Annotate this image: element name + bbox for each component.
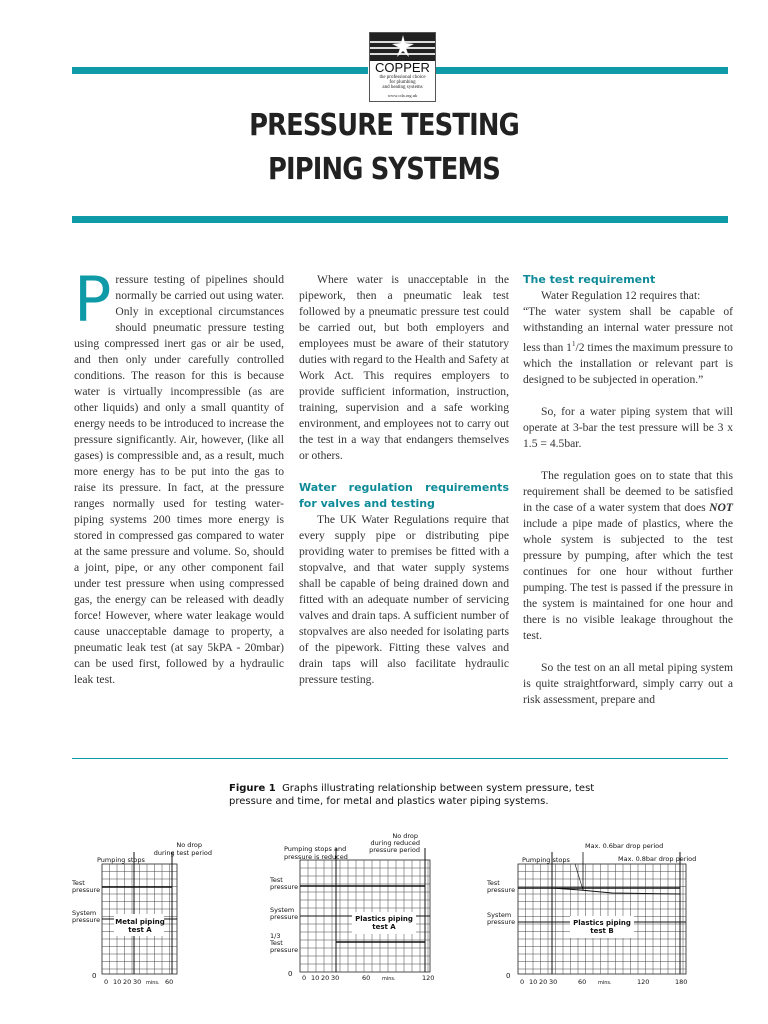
copper-logo bbox=[369, 32, 436, 102]
g1-nodrop-l2: during test period bbox=[153, 849, 212, 857]
g3-pumping: Pumping stops bbox=[522, 856, 570, 864]
column-1 bbox=[74, 263, 284, 704]
g3-sys-l1: System bbox=[487, 911, 512, 919]
g2-pumping-l1: Pumping stops and bbox=[284, 845, 347, 853]
col3-p3-not: NOT bbox=[709, 500, 733, 514]
figure-label: Figure 1 bbox=[229, 783, 276, 794]
g1-tick-60: 60 bbox=[165, 978, 174, 986]
g2-third-l3: pressure bbox=[270, 946, 299, 954]
g2-tick-0: 0 bbox=[302, 974, 307, 982]
g2-sys-l2: pressure bbox=[270, 913, 299, 921]
figure-divider bbox=[72, 758, 728, 759]
col3-paragraph-3 bbox=[523, 468, 733, 644]
g3-zero: 0 bbox=[506, 972, 511, 980]
column-2 bbox=[299, 272, 509, 704]
g3-mins: mins. bbox=[598, 980, 612, 986]
g3-drop08: Max. 0.8bar drop period bbox=[618, 855, 697, 863]
header-bar-left bbox=[72, 67, 368, 74]
g3-tick-60: 60 bbox=[578, 978, 587, 986]
g2-test-l1: Test bbox=[270, 876, 283, 884]
g1-tick-30: 30 bbox=[133, 978, 142, 986]
g3-pressure-decay bbox=[552, 888, 680, 894]
page-title-line-2: PIPING SYSTEMS bbox=[267, 152, 501, 187]
drop-cap: P bbox=[74, 263, 112, 336]
g2-box-l1: Plastics piping bbox=[355, 915, 413, 923]
col2-heading: Water regulation requirements for valves and testing bbox=[299, 481, 509, 510]
g3-tick-0: 0 bbox=[520, 978, 525, 986]
col3-quote-a: “The water system shall be capable of withstanding an internal water pressure not less than 1 bbox=[523, 305, 733, 354]
g2-nodrop-l1: No drop bbox=[392, 832, 418, 840]
g1-sys-l2: pressure bbox=[72, 916, 101, 924]
graph-3-plastics-test-b bbox=[486, 842, 696, 986]
g1-box-l2: test A bbox=[128, 926, 152, 934]
g1-tick-20: 20 bbox=[123, 978, 132, 986]
logo-tagline-1: the professional choice bbox=[379, 75, 426, 80]
g2-third-l1: 1/3 bbox=[270, 932, 281, 940]
page-title-line-1: PRESSURE TESTING bbox=[249, 108, 519, 143]
figure-caption bbox=[229, 782, 629, 808]
g3-tick-120: 120 bbox=[637, 978, 650, 986]
g2-tick-60: 60 bbox=[362, 974, 371, 982]
g2-test-l2: pressure bbox=[270, 883, 299, 891]
g3-test-l2: pressure bbox=[487, 886, 516, 894]
g2-zero: 0 bbox=[288, 970, 293, 978]
graph-1-metal-test-a bbox=[71, 841, 212, 986]
g3-sys-l2: pressure bbox=[487, 918, 516, 926]
col1-paragraph-1: ressure testing of pipelines should normally be carried out using water. Only in exceptional circumstances should pneumatic pressure testing using compressed inert gas or air be used, and then only under carefully controlled conditions. The reason for this is because water is virtually incompressible (as are other liquids) and only a small quantity of energy needs to be introduced to increase the pressure significantly. Air, however, (like all gases) is compressible and, as a result, much more energy has to be put into the gas to raise its pressure. In fact, at the pressure ranges normally used for testing water-piping systems 200 times more energy is stored in compressed gas compared to water at the same pressure and volume. So, should a joint, pipe, or any other component fail under test pressure when using compressed gas, the energy can be released with deadly force! However, where water leakage would cause unacceptable damage to property, a pneumatic leak test (at say 5kPA - 20mbar) can be used first, followed by a hydraulic leak test. bbox=[74, 273, 284, 686]
graph-grids bbox=[102, 848, 686, 974]
logo-tagline-2: for plumbing bbox=[389, 80, 416, 85]
col3-paragraph-1 bbox=[523, 288, 733, 304]
g3-test-l1: Test bbox=[487, 879, 500, 887]
g2-sys-l1: System bbox=[270, 906, 295, 914]
figure-graphs bbox=[0, 830, 768, 1024]
col3-paragraph-4: So the test on an all metal piping system is quite straightforward, simply carry out a risk assessment, prepare and bbox=[523, 660, 733, 706]
g2-box-l2: test A bbox=[372, 923, 396, 931]
g2-mins: mins. bbox=[382, 976, 396, 982]
logo-tagline-3: and heating systems bbox=[382, 85, 423, 90]
g2-tick-120: 120 bbox=[422, 974, 435, 982]
g1-tick-0: 0 bbox=[104, 978, 109, 986]
graph-2-plastics-test-a bbox=[269, 832, 434, 982]
g3-tick-10: 10 bbox=[529, 978, 538, 986]
g1-box-l1: Metal piping bbox=[115, 918, 165, 926]
col3-quote bbox=[523, 304, 733, 388]
col3-p1-text: Water Regulation 12 requires that: bbox=[541, 289, 701, 302]
g3-tick-180: 180 bbox=[675, 978, 688, 986]
figure-caption-text: Graphs illustrating relationship between system pressure, test pressure and time, for metal and plastics water piping systems. bbox=[229, 783, 595, 807]
col2-paragraph-1: Where water is unacceptable in the pipework, then a pneumatic leak test followed by a pneumatic pressure test could be carried out, but both employers and employees must be aware of their statutory duties with regard to the Health and Safety at Work Act. This requires employers to provide sufficient information, instruction, training, supervision and a safe working environment, and employees not to carry out the test in a way that endangers themselves or others. bbox=[299, 273, 509, 462]
column-3 bbox=[523, 272, 733, 724]
g2-tick-10: 10 bbox=[311, 974, 320, 982]
g1-sys-l1: System bbox=[72, 909, 97, 917]
col3-quote-sup: 1 bbox=[571, 340, 576, 348]
col3-p3-a: The regulation goes on to state that this requirement shall be deemed to be satisfied in the case of a water system that does bbox=[523, 468, 733, 514]
g3-box-l1: Plastics piping bbox=[573, 919, 631, 927]
g1-tick-10: 10 bbox=[113, 978, 122, 986]
col3-p3-b: include a pipe made of plastics, where the whole system is subjected to the test pressure by pumping, after which the test continues for one hour without further pumping. The test is passed if the pressure in the system is maintained for one hour and there is no visible leakage throughout the test. bbox=[523, 516, 733, 642]
col3-heading: The test requirement bbox=[523, 273, 656, 286]
col3-paragraph-2: So, for a water piping system that will operate at 3-bar the test pressure will be 3 x 1.5 = 4.5bar. bbox=[523, 404, 733, 450]
g3-pumping-pointer bbox=[575, 864, 583, 890]
g1-zero: 0 bbox=[92, 972, 97, 980]
logo-star-icon bbox=[370, 33, 435, 61]
col3-quote-b: /2 times the maximum pressure to which the installation or relevant part is designed to be subjected in operation.” bbox=[523, 340, 733, 386]
g2-nodrop-l3: pressure period bbox=[369, 846, 420, 854]
g3-box-l2: test B bbox=[590, 927, 614, 935]
g2-third-l2: Test bbox=[270, 939, 283, 947]
g2-pumping-l2: pressure is reduced bbox=[284, 853, 348, 861]
g3-tick-30: 30 bbox=[549, 978, 558, 986]
col2-paragraph-2: The UK Water Regulations require that every supply pipe or distributing pipe providing water to premises be fitted with a stopvalve, and that water supply systems shall be capable of being drained down and fitted with an adequate number of servicing valves and drain taps. A sufficient number of stopvalves are also needed for isolating parts of the pipework. Fitting these valves and drain taps will also facilitate hydraulic pressure testing. bbox=[299, 513, 509, 686]
g1-test-l2: pressure bbox=[72, 886, 101, 894]
logo-graphic bbox=[370, 33, 435, 61]
g1-pumping: Pumping stops bbox=[97, 856, 145, 864]
g2-tick-20: 20 bbox=[321, 974, 330, 982]
g1-mins: mins. bbox=[146, 980, 160, 986]
g1-test-l1: Test bbox=[72, 879, 85, 887]
title-bar bbox=[72, 216, 728, 223]
logo-word: COPPER bbox=[375, 60, 430, 75]
g2-tick-30: 30 bbox=[331, 974, 340, 982]
g3-drop06: Max. 0.6bar drop period bbox=[585, 842, 664, 850]
header-bar-right bbox=[436, 67, 728, 74]
logo-url: www.cda.org.uk bbox=[387, 93, 418, 98]
g2-nodrop-l2: during reduced bbox=[370, 839, 420, 847]
g1-nodrop-l1: No drop bbox=[176, 841, 202, 849]
g3-tick-20: 20 bbox=[539, 978, 548, 986]
